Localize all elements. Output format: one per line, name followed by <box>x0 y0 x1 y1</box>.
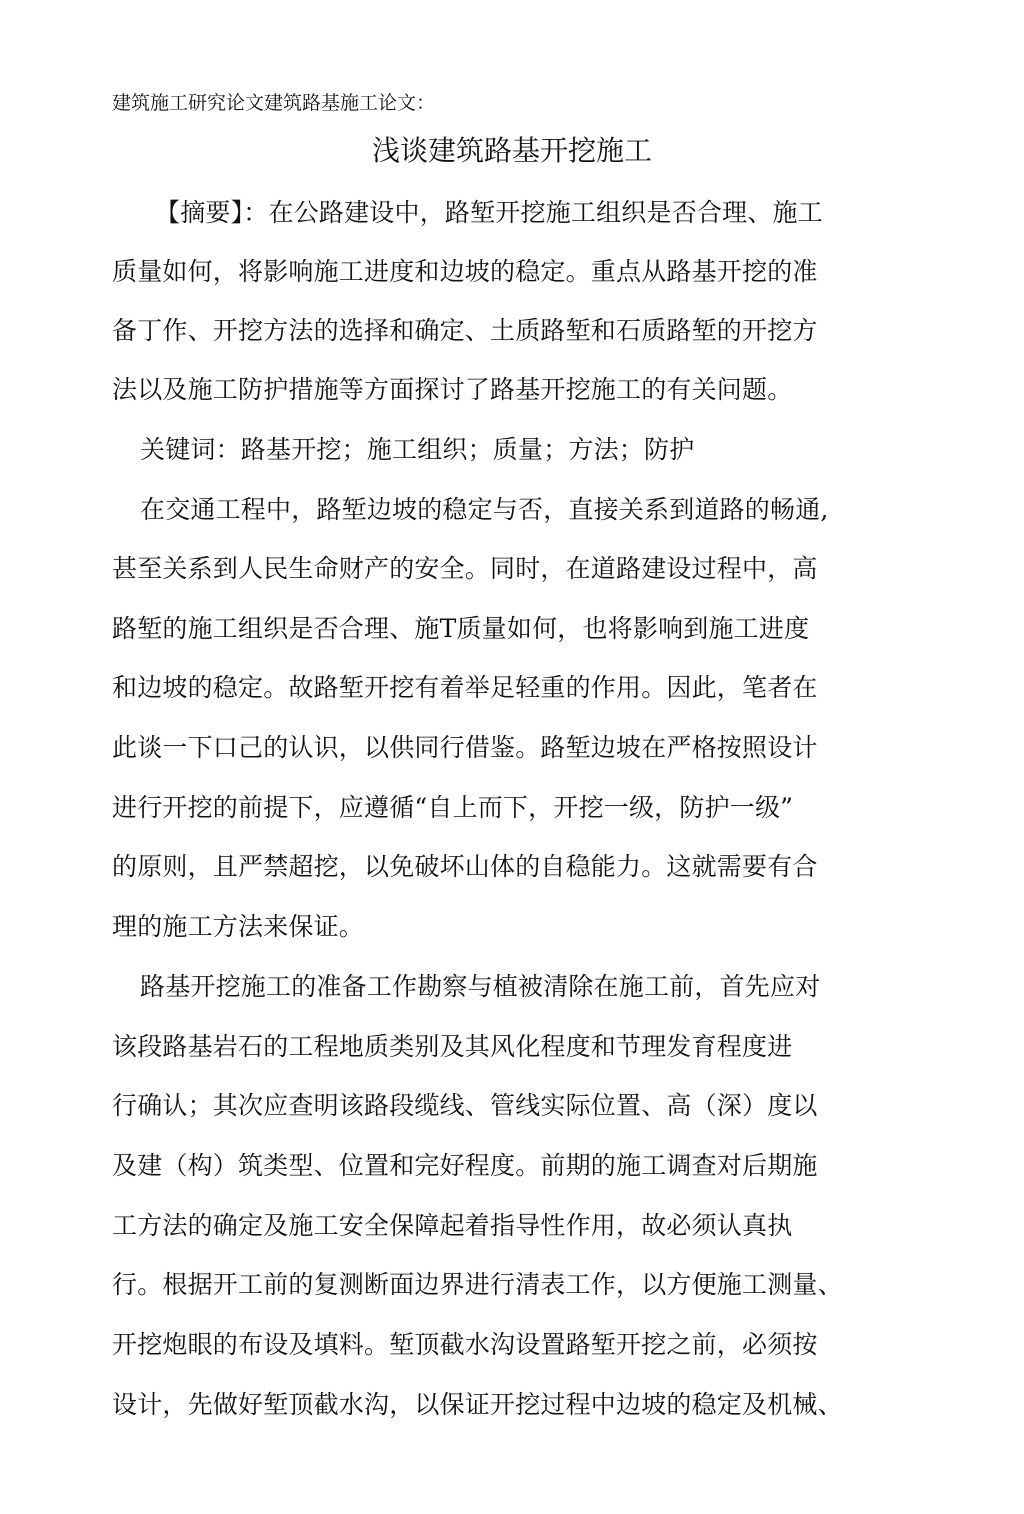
body-line: 行。根据开工前的复测断面边界进行清表工作，以方便施工测量、 <box>112 1270 843 1299</box>
body-line: 进行开挖的前提下，应遵循“自上而下，开挖一级，防护一级” <box>112 793 794 822</box>
paper-category-header: 建筑施工研究论文建筑路基施工论文： <box>112 92 436 114</box>
body-line: 和边坡的稳定。故路堑开挖有着举足轻重的作用。因此，笔者在 <box>112 673 818 702</box>
abstract-line: 【摘要】：在公路建设中，路堑开挖施工组织是否合理、施工 <box>155 198 823 227</box>
body-line: 路基开挖施工的准备工作勘察与植被清除在施工前，首先应对 <box>140 972 821 1001</box>
keywords-line: 关键词：路基开挖；施工组织；质量；方法；防护 <box>140 435 695 464</box>
body-line: 甚至关系到人民生命财产的安全。同时，在道路建设过程中，高 <box>112 554 818 583</box>
body-line: 开挖炮眼的布设及填料。堑顶截水沟设置路堑开挖之前，必须按 <box>112 1330 818 1359</box>
body-line: 此谈一下口己的认识，以供同行借鉴。路堑边坡在严格按照设计 <box>112 733 818 762</box>
abstract-line: 备丁作、开挖方法的选择和确定、土质路堑和石质路堑的开挖方 <box>112 316 818 345</box>
body-line: 路堑的施工组织是否合理、施T质量如何，也将影响到施工进度 <box>112 614 810 643</box>
body-line: 该段路基岩石的工程地质类别及其风化程度和节理发育程度进 <box>112 1032 793 1061</box>
body-line: 理的施工方法来保证。 <box>112 912 365 941</box>
body-line: 工方法的确定及施工安全保障起着指导性作用，故必须认真执 <box>112 1211 793 1240</box>
abstract-line: 质量如何，将影响施工进度和边坡的稳定。重点从路基开挖的准 <box>112 257 818 286</box>
body-line: 的原则，且严禁超挖，以免破坏山体的自稳能力。这就需要有合 <box>112 852 818 881</box>
article-title: 浅谈建筑路基开挖施工 <box>371 134 652 167</box>
body-line: 设计，先做好堑顶截水沟，以保证开挖过程中边坡的稳定及机械、 <box>112 1390 843 1419</box>
body-line: 在交通工程中，路堑边坡的稳定与否，直接关系到道路的畅通, <box>140 495 829 524</box>
body-line: 及建（构）筑类型、位置和完好程度。前期的施工调查对后期施 <box>112 1151 818 1180</box>
abstract-line: 法以及施工防护措施等方面探讨了路基开挖施工的有关问题。 <box>112 375 793 404</box>
body-line: 行确认；其次应查明该路段缆线、管线实际位置、高（深）度以 <box>112 1091 818 1120</box>
